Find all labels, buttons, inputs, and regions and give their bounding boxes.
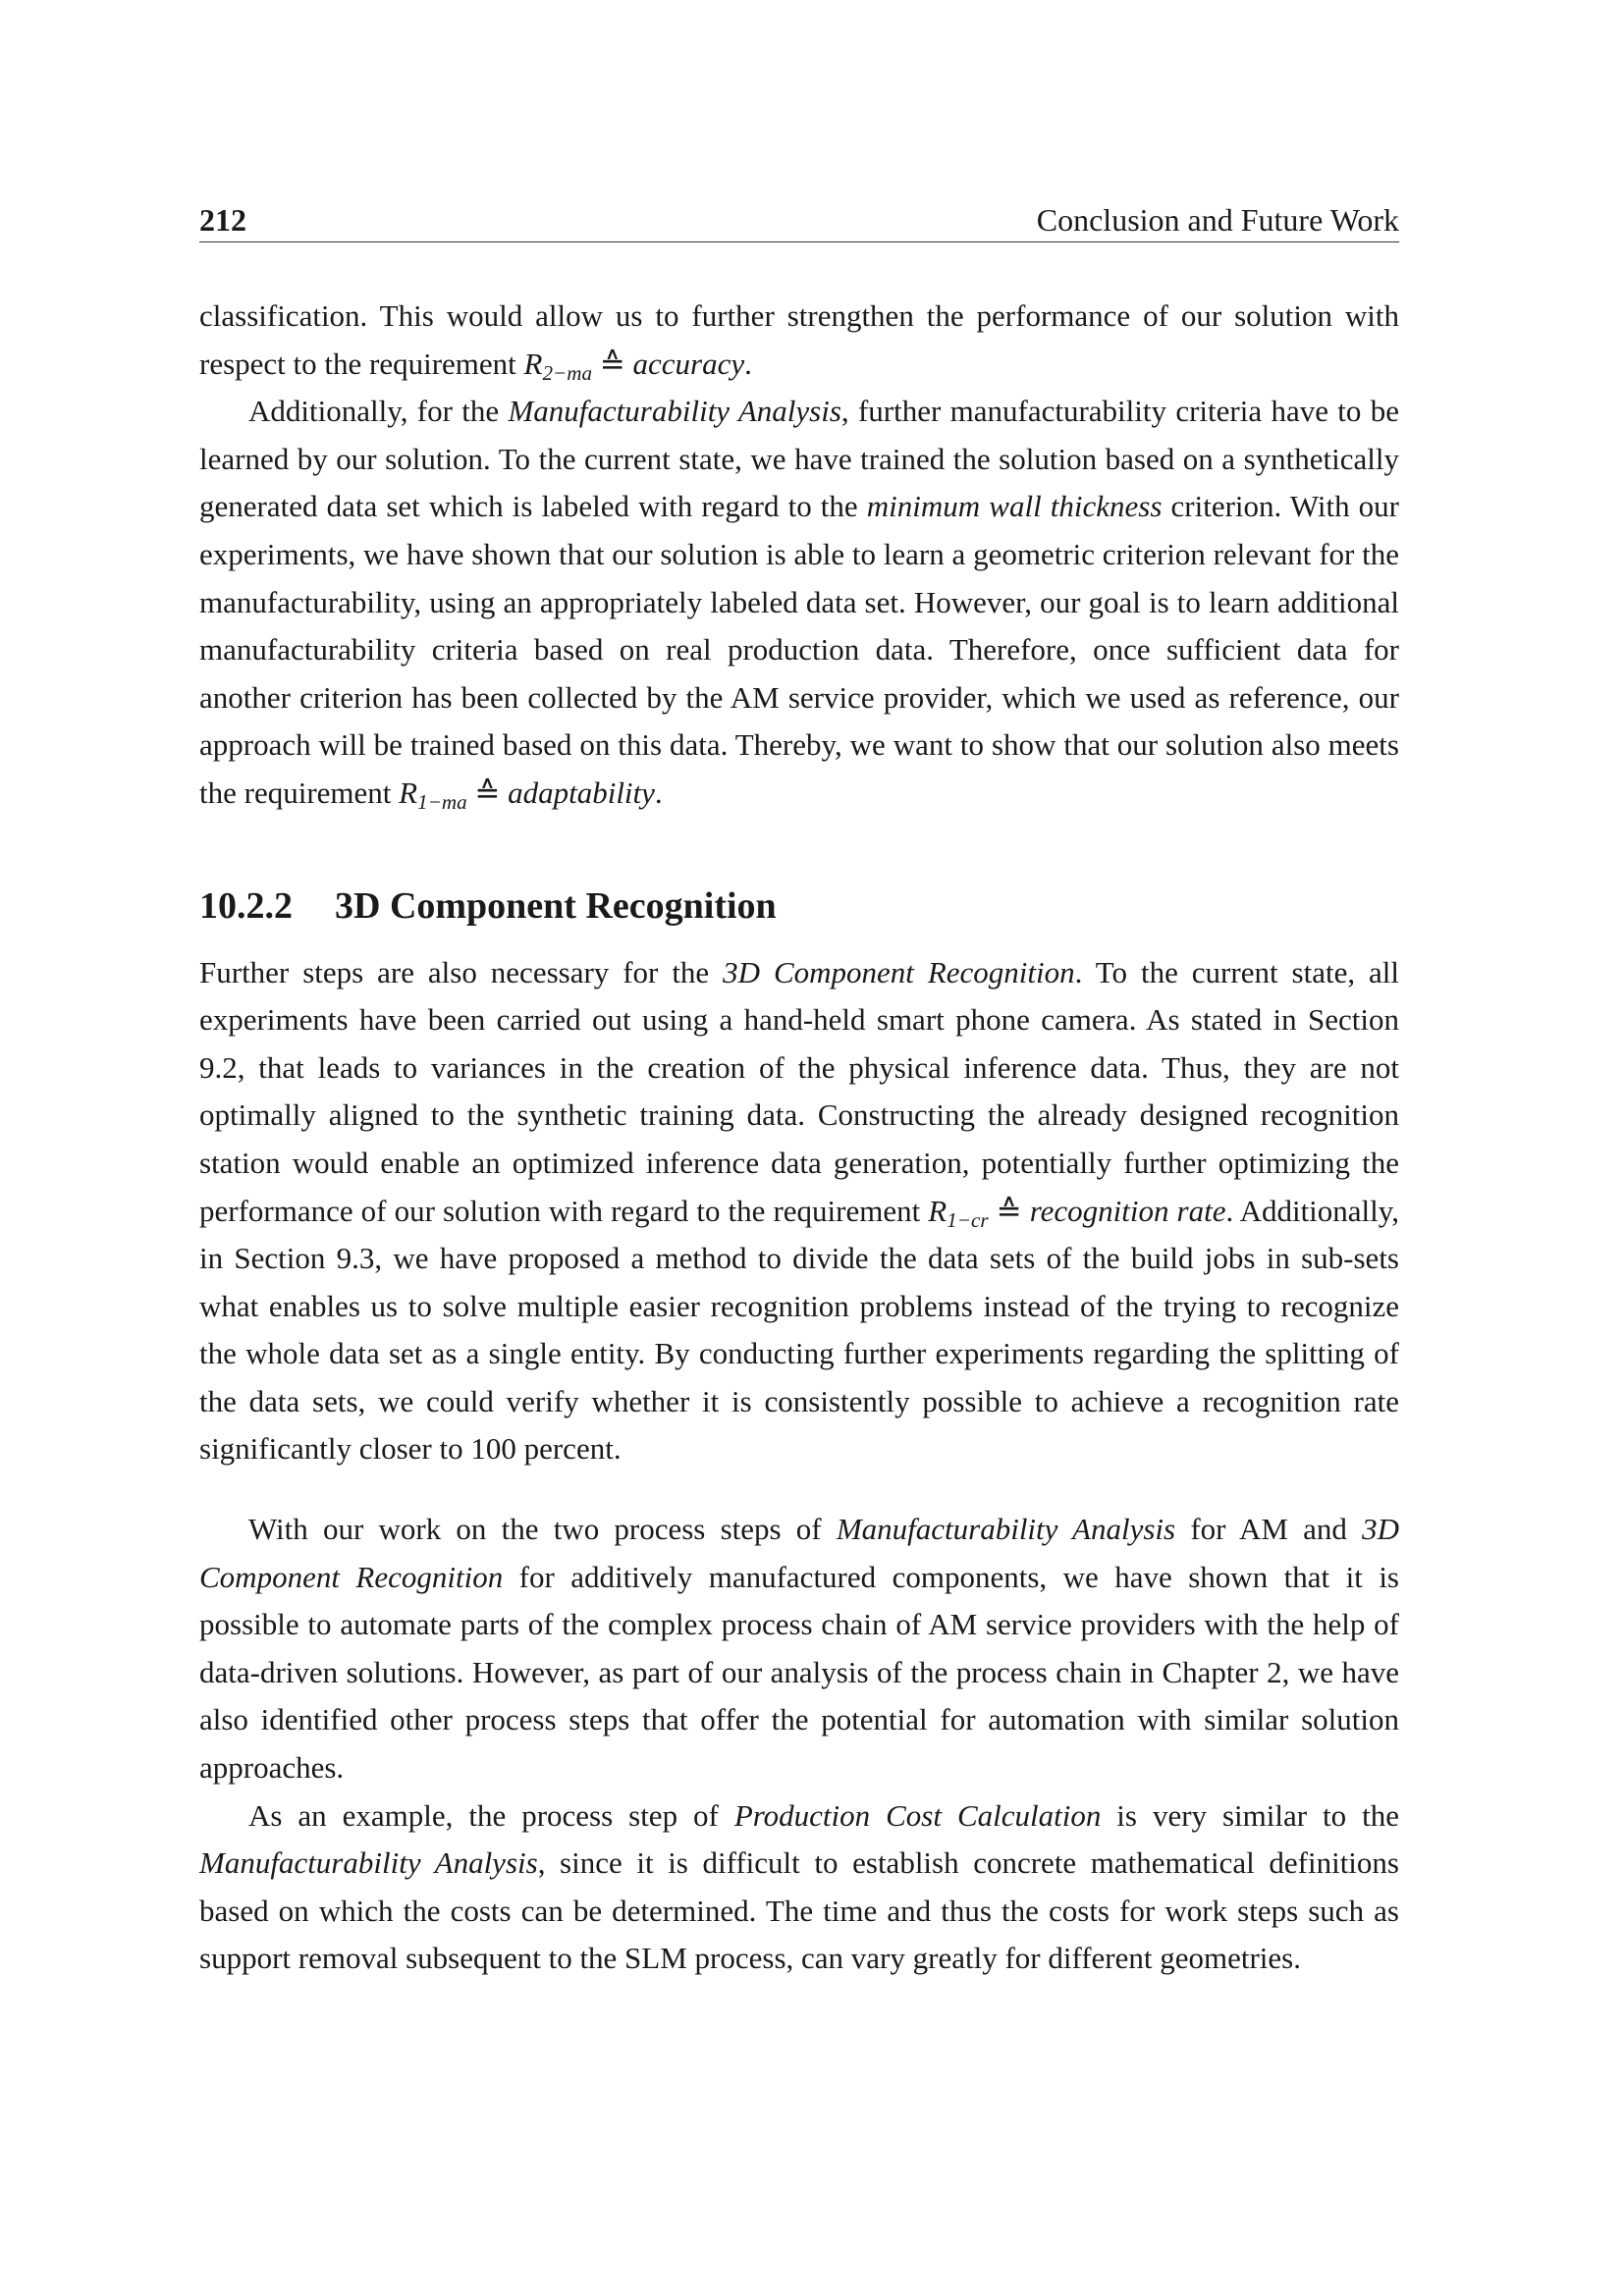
paragraph-1: classification. This would allow us to further strengthen the performance of our solution with respect to the requirement $R_{2-ma}$ ≙ accuracy. bbox=[199, 298, 1399, 385]
paragraph-5: As an example, the process step of Production Cost Calculation is very similar to the Manufacturability Analysis, since it is difficult to establish concrete mathematical definitions based on which the costs can be determined. The time and thus the costs for work steps such as support removal subsequent to the SLM process, can vary greatly for different geometries. bbox=[199, 1797, 1400, 1976]
paragraph-4: With our work on the two process steps of Manufacturability Analysis for AM and 3D Component Recognition for additively manufactured components, we have shown that it is possible to automate parts of the complex process chain of AM service providers with the help of data-driven solutions. However, as part of our analysis of the process chain in Chapter 2, we have also identified other process steps that offer the potential for automation with similar solution approaches. bbox=[199, 1512, 1399, 1786]
requirement-value: adaptability bbox=[508, 774, 655, 810]
page-number: 212 bbox=[199, 202, 246, 238]
requirement-symbol: $R_{1-cr}$ bbox=[928, 1193, 989, 1232]
running-header bbox=[199, 192, 1399, 242]
requirement-symbol: $R_{2-ma}$ bbox=[523, 346, 592, 385]
requirement-value: recognition rate bbox=[1029, 1193, 1226, 1228]
chapter-title: Conclusion and Future Work bbox=[1036, 202, 1399, 238]
paragraph-2: Additionally, for the Manufacturability Analysis, further manufacturability criteria have to be learned by our solution. To the current state, we have trained the solution based on a synthetically generated data set which is labeled with regard to the minimum wall thickness criterion. With our experiments, we have shown that our solution is able to learn a geometric criterion relevant for the manufacturability, using an appropriately labeled data set. However, our goal is to learn additional manufacturability criteria based on real production data. Therefore, once sufficient data for another criterion has been collected by the AM service provider, which we used as reference, our approach will be trained based on this data. Thereby, we want to show that our solution also meets the requirement $R_{1-ma}$ ≙ adaptability. bbox=[199, 394, 1400, 814]
section-title: 3D Component Recognition bbox=[335, 884, 777, 927]
section-heading bbox=[199, 882, 1399, 930]
requirement-symbol: $R_{1-ma}$ bbox=[399, 774, 467, 814]
requirement-value: accuracy bbox=[632, 346, 745, 381]
body-text bbox=[199, 293, 1399, 1983]
section-number: 10.2.2 bbox=[199, 884, 293, 927]
paragraph-3: Further steps are also necessary for the 3D Component Recognition. To the current state, all experiments have been carried out using a hand-held smart phone camera. As stated in Section 9.2, that leads to variances in the creation of the physical inference data. Thus, they are not optimally aligned to the synthetic training data. Constructing the already designed recognition station would enable an optimized inference data generation, potentially further optimizing the performance of our solution with regard to the requirement $R_{1-cr}$ ≙ recognition rate. Additionally, in Section 9.3, we have proposed a method to divide the data sets of the build jobs in sub-sets what enables us to solve multiple easier recognition problems instead of the trying to recognize the whole data set as a single entity. By conducting further experiments regarding the splitting of the data sets, we could verify whether it is consistently possible to achieve a recognition rate significantly closer to 100 percent. bbox=[199, 954, 1400, 1467]
